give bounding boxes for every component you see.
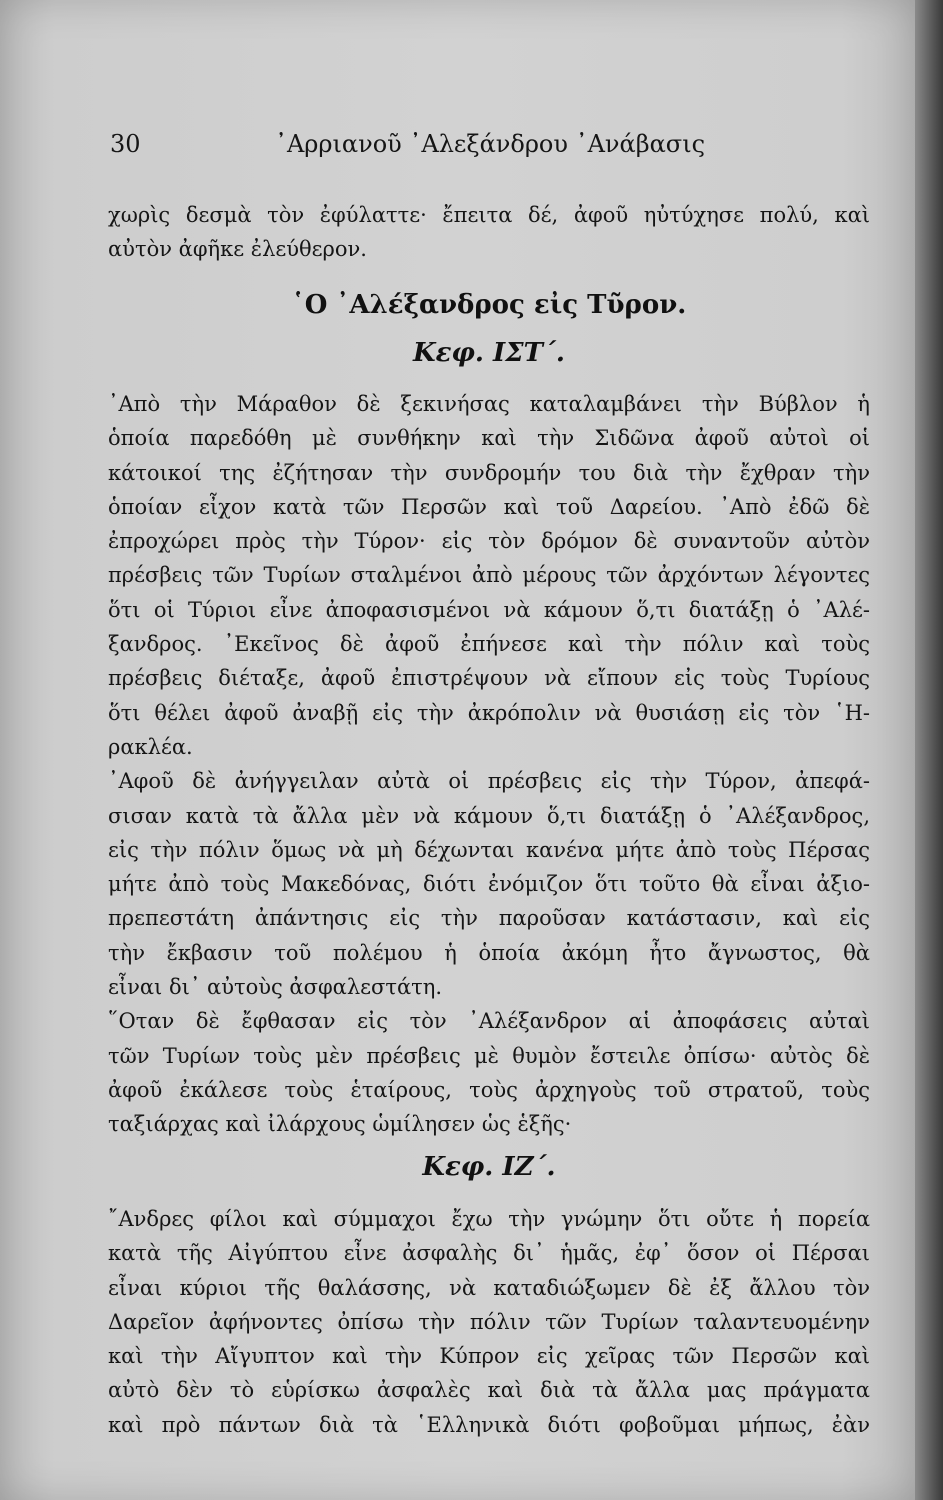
text-line: εἰς τὴν πόλιν ὅμως νὰ μὴ δέχωνται κανένα μήτε ἀπὸ τοὺς Πέρσας — [108, 837, 870, 862]
text-line: ἐπροχώρει πρὸς τὴν Τύρον· εἰς τὸν δρόμον δὲ συναντοῦν αὐτὸν — [108, 529, 870, 554]
text-line: πρέσβεις τῶν Τυρίων σταλμένοι ἀπὸ μέρους τῶν ἀρχόντων λέγοντες — [108, 563, 870, 588]
text-line: αὐτὸ δὲν τὸ εὑρίσκω ἀσφαλὲς καὶ διὰ τὰ ἄλλα μας πράγματα — [108, 1378, 870, 1403]
text-line: τὴν ἔκβασιν τοῦ πολέμου ἡ ὁποία ἀκόμη ἦτο ἄγνωστος, θὰ — [108, 940, 870, 965]
text-line: καὶ πρὸ πάντων διὰ τὰ ῾Ελληνικὰ διότι φοβοῦμαι μήπως, ἐὰν — [108, 1412, 870, 1437]
chapter-heading-16: Κεφ. ΙΣΤ΄. — [413, 338, 565, 368]
text-line: χωρὶς δεσμὰ τὸν ἐφύλαττε· ἔπειτα δέ, ἀφοῦ ηὐτύχησε πολύ, καὶ — [108, 203, 870, 227]
text-line: πρεπεστάτη ἀπάντησις εἰς τὴν παροῦσαν κατάστασιν, καὶ εἰς — [108, 906, 870, 931]
text-line: κατὰ τῆς Αἰγύπτου εἶνε ἀσφαλὴς δι᾿ ἡμᾶς, ἐφ᾿ ὅσον οἱ Πέρσαι — [108, 1241, 870, 1266]
book-gutter — [915, 0, 943, 1500]
text-line: ῞Οταν δὲ ἔφθασαν εἰς τὸν ᾿Αλέξανδρον αἱ ἀποφάσεις αὐταὶ — [108, 1009, 870, 1034]
text-line: τῶν Τυρίων τοὺς μὲν πρέσβεις μὲ θυμὸν ἔστειλε ὀπίσω· αὐτὸς δὲ — [108, 1043, 870, 1068]
page-header — [110, 130, 870, 166]
text-line: καὶ τὴν Αἴγυπτον καὶ τὴν Κύπρον εἰς χεῖρας τῶν Περσῶν καὶ — [108, 1344, 870, 1369]
text-line: ῎Ανδρες φίλοι καὶ σύμμαχοι ἔχω τὴν γνώμην ὅτι οὔτε ἡ πορεία — [108, 1207, 870, 1231]
section-title: ῾Ο ᾿Αλέξανδρος εἰς Τῦρον. — [291, 290, 687, 320]
chapter-16-body — [108, 387, 870, 1142]
text-line: μήτε ἀπὸ τοὺς Μακεδόνας, διότι ἐνόμιζον ὅτι τοῦτο θὰ εἶναι ἀξιο- — [108, 872, 870, 897]
text-line: εἶναι δι᾿ αὐτοὺς ἀσφαλεστάτη. — [108, 975, 443, 1000]
text-line: ὅτι θέλει ἀφοῦ ἀναβῇ εἰς τὴν ἀκρόπολιν νὰ θυσιάσῃ εἰς τὸν ῾Η- — [108, 700, 870, 725]
intro-paragraph — [108, 198, 870, 267]
chapter-heading-17: Κεφ. ΙΖ΄. — [422, 1152, 556, 1182]
text-line: εἶναι κύριοι τῆς θαλάσσης, νὰ καταδιώξωμεν δὲ ἐξ ἄλλου τὸν — [108, 1275, 870, 1300]
text-line: ρακλέα. — [108, 734, 193, 759]
page-number: 30 — [110, 130, 141, 158]
text-line: αὐτὸν ἀφῆκε ἐλεύθερον. — [108, 237, 367, 262]
text-line: ξανδρος. ᾿Εκεῖνος δὲ ἀφοῦ ἐπήνεσε καὶ τὴν πόλιν καὶ τοὺς — [108, 632, 870, 657]
text-line: Δαρεῖον ἀφήνοντες ὀπίσω τὴν πόλιν τῶν Τυρίων ταλαντευομένην — [108, 1309, 870, 1334]
text-line: ἀφοῦ ἐκάλεσε τοὺς ἑταίρους, τοὺς ἀρχηγοὺς τοῦ στρατοῦ, τοὺς — [108, 1077, 870, 1102]
text-line: ᾿Αφοῦ δὲ ἀνήγγειλαν αὐτὰ οἱ πρέσβεις εἰς τὴν Τύρον, ἀπεφά- — [108, 769, 870, 794]
text-line: σισαν κατὰ τὰ ἄλλα μὲν νὰ κάμουν ὅ,τι διατάξῃ ὁ ᾿Αλέξανδρος, — [108, 803, 870, 828]
text-line: κάτοικοί της ἐζήτησαν τὴν συνδρομήν του διὰ τὴν ἔχθραν τὴν — [108, 460, 870, 485]
text-line: ὁποία παρεδόθη μὲ συνθήκην καὶ τὴν Σιδῶνα ἀφοῦ αὐτοὶ οἱ — [108, 426, 870, 451]
text-line: ταξιάρχας καὶ ἰλάρχους ὡμίλησεν ὡς ἑξῆς· — [108, 1112, 572, 1137]
text-line: ὁποίαν εἶχον κατὰ τῶν Περσῶν καὶ τοῦ Δαρείου. ᾿Απὸ ἐδῶ δὲ — [108, 494, 870, 519]
running-title: ᾿Αρριανοῦ ᾿Αλεξάνδρου ᾿Ανάβασις — [274, 130, 706, 158]
text-line: πρέσβεις διέταξε, ἀφοῦ ἐπιστρέψουν νὰ εἴπουν εἰς τοὺς Τυρίους — [108, 666, 870, 691]
chapter-17-body — [108, 1202, 870, 1442]
text-line: ᾿Απὸ τὴν Μάραθον δὲ ξεκινήσας καταλαμβάνει τὴν Βύβλον ἡ — [108, 392, 870, 416]
text-line: ὅτι οἱ Τύριοι εἶνε ἀποφασισμένοι νὰ κάμουν ὅ,τι διατάξῃ ὁ ᾿Αλέ- — [108, 597, 870, 622]
